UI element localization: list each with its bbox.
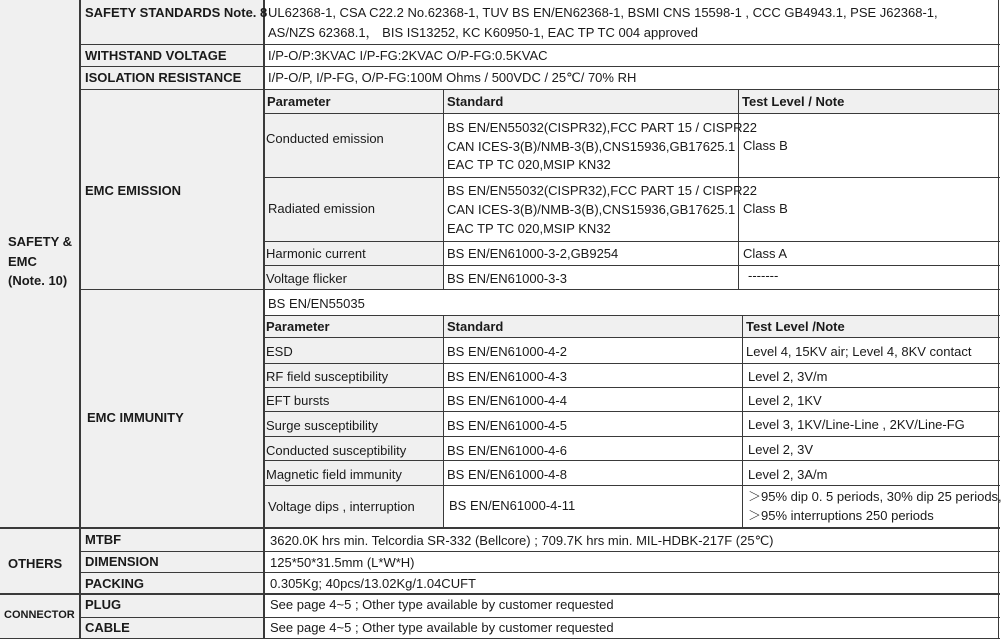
value-safety-standards-line1: UL62368-1, CSA C22.2 No.62368-1, TUV BS EN/EN62368-1, BSMI CNS 15598-1 , CCC GB4943.1, PSE J62368-1, bbox=[268, 5, 938, 20]
grid-line bbox=[0, 593, 1000, 595]
immunity-level-esd: Level 4, 15KV air; Level 4, 8KV contact bbox=[746, 344, 972, 359]
group-label-connector: CONNECTOR bbox=[4, 609, 75, 621]
emission-header-shade bbox=[443, 89, 999, 113]
grid-line bbox=[80, 289, 1000, 290]
immunity-level-voltage-dips-1: ＞95% dip 0. 5 periods, 30% dip 25 periods, bbox=[748, 489, 1002, 504]
grid-line bbox=[80, 89, 1000, 90]
value-dimension: 125*50*31.5mm (L*W*H) bbox=[270, 555, 415, 570]
grid-line bbox=[80, 551, 1000, 552]
emission-std-flicker: BS EN/EN61000-3-3 bbox=[447, 271, 567, 286]
immunity-param-magnetic: Magnetic field immunity bbox=[266, 467, 402, 482]
value-plug: See page 4~5 ; Other type available by customer requested bbox=[270, 597, 614, 612]
grid-line bbox=[264, 387, 1000, 388]
emission-std-radiated-2: CAN ICES-3(B)/NMB-3(B),CNS15936,GB17625.1 bbox=[447, 202, 736, 217]
grid-line bbox=[80, 572, 1000, 573]
immunity-header-test-level: Test Level /Note bbox=[746, 319, 845, 334]
value-packing: 0.305Kg; 40pcs/13.02Kg/1.04CUFT bbox=[270, 576, 476, 591]
grid-line bbox=[80, 66, 1000, 67]
grid-line bbox=[264, 265, 1000, 266]
grid-line bbox=[264, 485, 1000, 486]
value-safety-standards-line2: AS/NZS 62368.1， BIS IS13252, KC K60950-1, EAC TP TC 004 approved bbox=[268, 25, 698, 40]
label-emc-emission: EMC EMISSION bbox=[85, 183, 182, 198]
group-label-safety-line1: SAFETY & bbox=[8, 234, 73, 249]
grid-line bbox=[0, 527, 1000, 529]
emission-level-harmonic: Class A bbox=[743, 246, 788, 261]
emission-param-radiated: Radiated emission bbox=[268, 201, 375, 216]
immunity-level-surge: Level 3, 1KV/Line-Line , 2KV/Line-FG bbox=[748, 417, 965, 432]
grid-line bbox=[80, 617, 1000, 618]
grid-line bbox=[264, 315, 1000, 316]
emission-std-harmonic: BS EN/EN61000-3-2,GB9254 bbox=[447, 246, 619, 261]
grid-line bbox=[79, 0, 81, 639]
immunity-param-eft: EFT bursts bbox=[266, 393, 330, 408]
emission-std-conducted-1: BS EN/EN55032(CISPR32),FCC PART 15 / CISPR22 bbox=[447, 120, 757, 135]
emission-std-conducted-3: EAC TP TC 020,MSIP KN32 bbox=[447, 157, 611, 172]
grid-line bbox=[264, 460, 1000, 461]
grid-line bbox=[263, 0, 265, 639]
label-emc-immunity: EMC IMMUNITY bbox=[87, 410, 184, 425]
group-label-safety-line2: EMC bbox=[8, 254, 37, 269]
value-mtbf: 3620.0K hrs min. Telcordia SR-332 (Bellcore) ; 709.7K hrs min. MIL-HDBK-217F (25℃) bbox=[270, 533, 774, 548]
grid-line bbox=[264, 411, 1000, 412]
immunity-std-esd: BS EN/EN61000-4-2 bbox=[447, 344, 567, 359]
emission-param-harmonic: Harmonic current bbox=[266, 246, 366, 261]
grid-line bbox=[264, 241, 1000, 242]
immunity-header-shade bbox=[443, 315, 999, 337]
value-cable: See page 4~5 ; Other type available by customer requested bbox=[270, 620, 614, 635]
grid-line bbox=[742, 315, 743, 528]
immunity-param-esd: ESD bbox=[266, 344, 293, 359]
emission-header-standard: Standard bbox=[447, 94, 504, 109]
label-plug: PLUG bbox=[85, 597, 122, 612]
label-mtbf: MTBF bbox=[85, 532, 122, 547]
grid-line bbox=[264, 436, 1000, 437]
immunity-level-magnetic: Level 2, 3A/m bbox=[748, 467, 828, 482]
grid-line bbox=[443, 89, 444, 289]
grid-line bbox=[264, 363, 1000, 364]
label-safety-standards: SAFETY STANDARDS Note. 8 bbox=[85, 5, 268, 20]
immunity-header-parameter: Parameter bbox=[266, 319, 330, 334]
label-packing: PACKING bbox=[85, 576, 144, 591]
label-cable: CABLE bbox=[85, 620, 130, 635]
immunity-std-surge: BS EN/EN61000-4-5 bbox=[447, 418, 567, 433]
grid-line bbox=[264, 177, 1000, 178]
emission-std-radiated-1: BS EN/EN55032(CISPR32),FCC PART 15 / CISPR22 bbox=[447, 183, 757, 198]
emission-std-conducted-2: CAN ICES-3(B)/NMB-3(B),CNS15936,GB17625.1 bbox=[447, 139, 736, 154]
immunity-std-conducted: BS EN/EN61000-4-6 bbox=[447, 443, 567, 458]
immunity-std-magnetic: BS EN/EN61000-4-8 bbox=[447, 467, 567, 482]
emission-level-conducted: Class B bbox=[743, 138, 788, 153]
label-dimension: DIMENSION bbox=[85, 554, 159, 569]
immunity-level-eft: Level 2, 1KV bbox=[748, 393, 822, 408]
immunity-std-voltage-dips: BS EN/EN61000-4-11 bbox=[449, 498, 576, 513]
immunity-std-rf-field: BS EN/EN61000-4-3 bbox=[447, 369, 567, 384]
label-isolation-resistance: ISOLATION RESISTANCE bbox=[85, 70, 242, 85]
grid-line bbox=[443, 315, 444, 528]
immunity-param-rf-field: RF field susceptibility bbox=[266, 369, 389, 384]
grid-line bbox=[264, 337, 1000, 338]
group-label-safety-line3: (Note. 10) bbox=[8, 273, 68, 288]
immunity-std-eft: BS EN/EN61000-4-4 bbox=[447, 393, 567, 408]
emission-header-parameter: Parameter bbox=[267, 94, 331, 109]
immunity-level-conducted: Level 2, 3V bbox=[748, 442, 814, 457]
emission-param-flicker: Voltage flicker bbox=[266, 271, 347, 286]
immunity-header-standard: Standard bbox=[447, 319, 504, 334]
group-label-others: OTHERS bbox=[8, 556, 63, 571]
value-withstand-voltage: I/P-O/P:3KVAC I/P-FG:2KVAC O/P-FG:0.5KVAC bbox=[268, 48, 548, 63]
label-withstand-voltage: WITHSTAND VOLTAGE bbox=[85, 48, 227, 63]
immunity-param-surge: Surge susceptibility bbox=[266, 418, 378, 433]
grid-line bbox=[264, 113, 1000, 114]
immunity-level-rf-field: Level 2, 3V/m bbox=[748, 369, 828, 384]
emission-level-radiated: Class B bbox=[743, 201, 788, 216]
emission-level-flicker: ------- bbox=[748, 268, 779, 283]
emission-param-conducted: Conducted emission bbox=[266, 131, 384, 146]
emission-std-radiated-3: EAC TP TC 020,MSIP KN32 bbox=[447, 221, 611, 236]
grid-line bbox=[80, 44, 1000, 45]
immunity-param-conducted: Conducted susceptibility bbox=[266, 443, 407, 458]
immunity-intro: BS EN/EN55035 bbox=[268, 296, 365, 311]
emission-header-test-level: Test Level / Note bbox=[742, 94, 845, 109]
label-shade-immunity bbox=[80, 289, 264, 528]
immunity-param-voltage-dips: Voltage dips , interruption bbox=[268, 499, 415, 514]
grid-line bbox=[998, 0, 999, 639]
immunity-level-voltage-dips-2: ＞95% interruptions 250 periods bbox=[748, 508, 934, 523]
value-isolation-resistance: I/P-O/P, I/P-FG, O/P-FG:100M Ohms / 500VDC / 25℃/ 70% RH bbox=[268, 70, 637, 85]
